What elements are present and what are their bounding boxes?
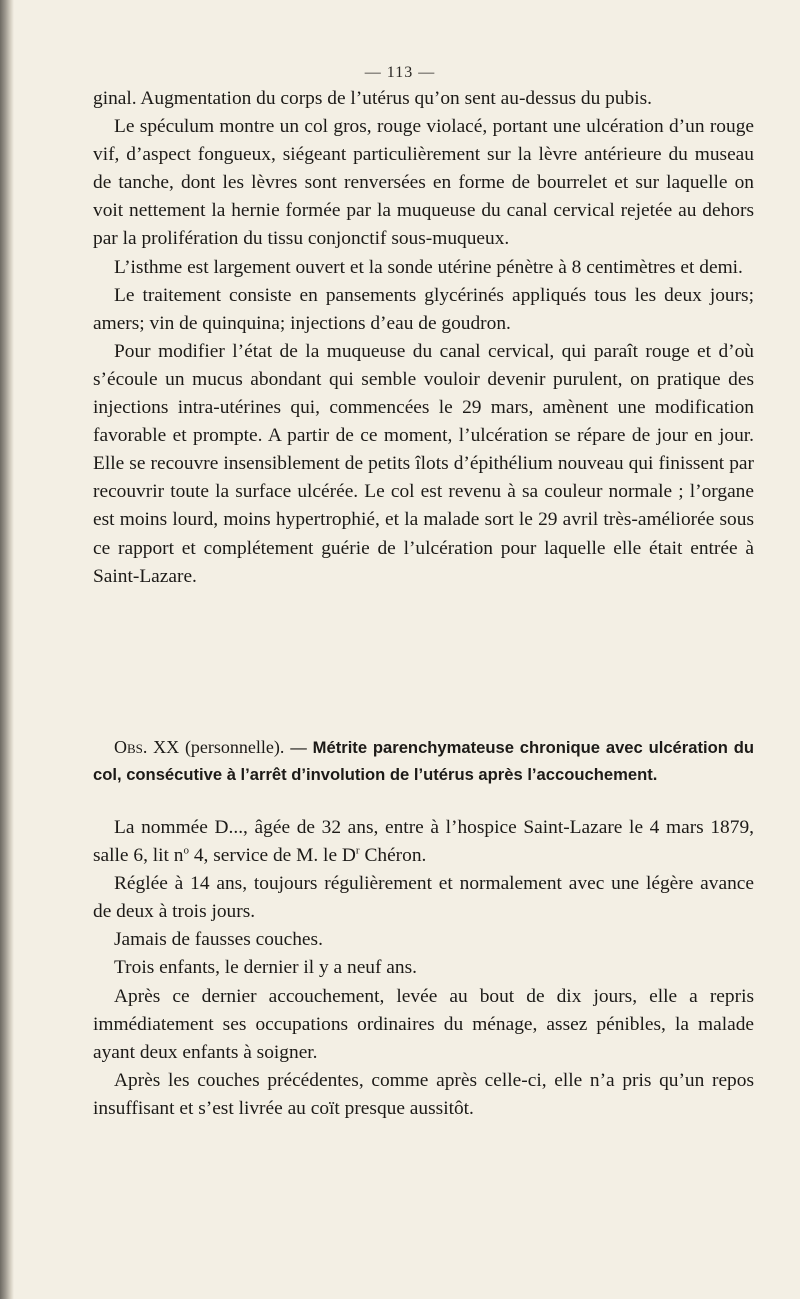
- paragraph-admission: La nommée D..., âgée de 32 ans, entre à l’hospice Saint-Lazare le 4 mars 1879, salle 6, lit $n^o$ 4, service de M. le $D^r$ Chéron.: [93, 817, 754, 867]
- paragraph-accouchement: Après ce dernier accouchement, levée au bout de dix jours, elle a repris immédiatement ses occupations ordinaires du ménage, assez pénibles, la malade ayant deux enfants à soigner.: [93, 985, 754, 1063]
- observation-title: Métrite parenchymateuse chronique avec ulcération du col, consécutive à l’arrêt d’involution de l’utérus après l’accouchement.: [93, 738, 754, 784]
- paragraph-traitement: Le traitement consiste en pansements glycérinés appliqués tous les deux jours; amers; vin de quinquina; injections d’eau de goudron.: [93, 284, 754, 334]
- paragraph-modifier: Pour modifier l’état de la muqueuse du canal cervical, qui paraît rouge et d’où s’écoule un mucus abondant qui semble vouloir devenir purulent, on pratique des injections intra-utérines qui, commencées le 29 mars, amènent une modification favorable et prompte. A partir de ce moment, l’ulcération se répare de jour en jour. Elle se recouvre insensiblement de petits îlots d’épithélium nouveau qui finissent par recouvrir toute la surface ulcérée. Le col est revenu à sa couleur normale ; l’organe est moins lourd, moins hypertrophié, et la malade sort le 29 avril très-améliorée sous ce rapport et complétement guérie de l’ulcération pour laquelle elle était entrée à Saint-Lazare.: [93, 340, 754, 587]
- text-section-1: [93, 85, 754, 591]
- observation-label: Obs. XX: [114, 737, 180, 757]
- paragraph-couches-precedentes: Après les couches précédentes, comme après celle-ci, elle n’a pris qu’un repos insuffisant et s’est livrée au coït presque aussitôt.: [93, 1069, 754, 1119]
- paragraph-speculum: Le spéculum montre un col gros, rouge violacé, portant une ulcération d’un rouge vif, d’aspect fongueux, siégeant particulièrement sur la lèvre antérieure du museau de tanche, dont les lèvres sont renversées en forme de bourrelet et sur laquelle on voit nettement la hernie formée par la muqueuse du canal cervical rejetée au dehors par la prolifération du tissu conjonctif sous-muqueux.: [93, 116, 754, 250]
- paragraph-enfants: Trois enfants, le dernier il y a neuf ans.: [114, 957, 417, 979]
- page-binding-edge: [0, 0, 14, 1299]
- paragraph-fausses-couches: Jamais de fausses couches.: [114, 929, 323, 951]
- text-section-2: [93, 814, 754, 1123]
- paragraph-continuation: ginal. Augmentation du corps de l’utérus qu’on sent au-dessus du pubis.: [93, 88, 653, 109]
- observation-source: (personnelle).: [184, 737, 285, 757]
- observation-heading: [93, 734, 754, 788]
- paragraph-reglee: Réglée à 14 ans, toujours régulièrement et normalement avec une légère avance de deux à trois jours.: [93, 873, 754, 923]
- observation-dash: —: [290, 738, 307, 757]
- paragraph-isthme: L’isthme est largement ouvert et la sonde utérine pénètre à 8 centimètres et demi.: [114, 256, 743, 278]
- page-number: — 113 —: [364, 64, 436, 81]
